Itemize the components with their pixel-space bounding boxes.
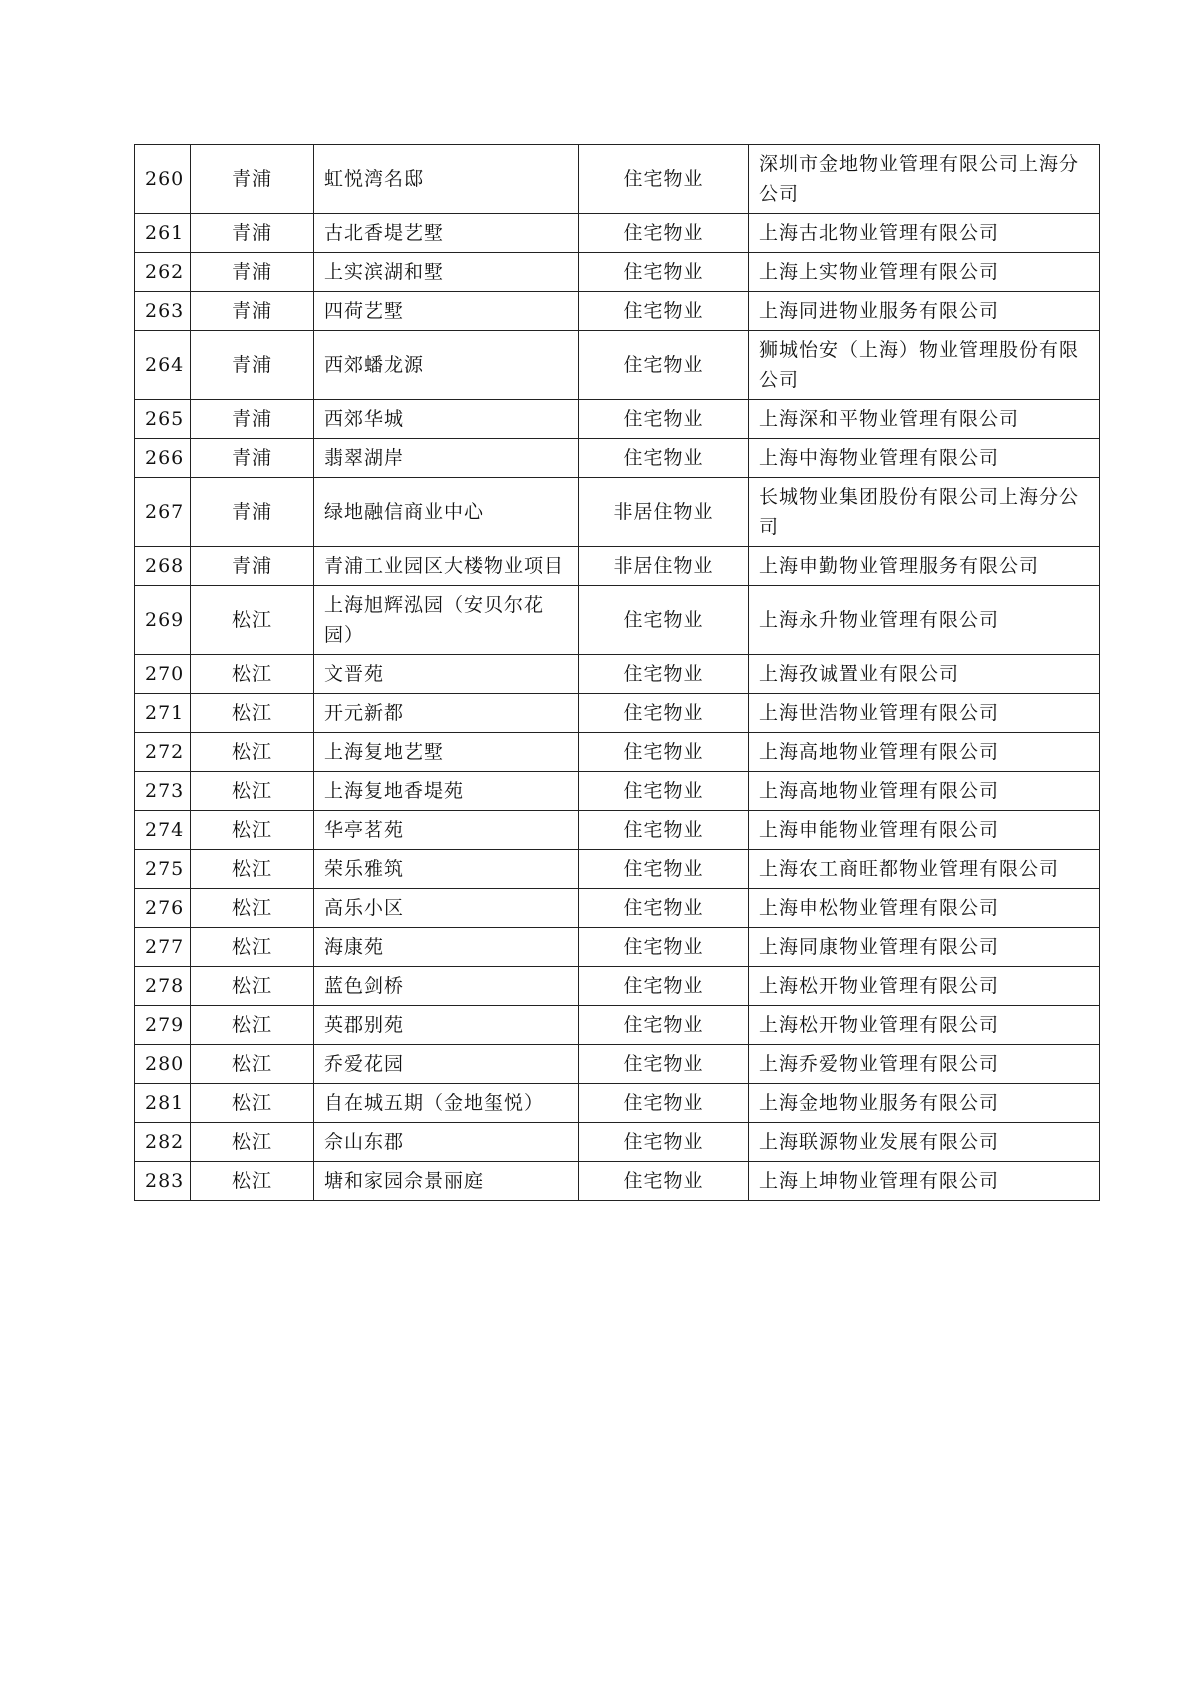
district-cell: 青浦 xyxy=(191,292,314,331)
management-company-cell: 上海松开物业管理有限公司 xyxy=(749,1006,1100,1045)
row-number-cell: 267 xyxy=(135,478,191,547)
table-row xyxy=(135,214,1100,253)
property-type-cell: 住宅物业 xyxy=(579,889,749,928)
property-type-cell: 住宅物业 xyxy=(579,214,749,253)
row-number-cell: 274 xyxy=(135,811,191,850)
row-number-cell: 269 xyxy=(135,586,191,655)
property-type-cell: 住宅物业 xyxy=(579,1162,749,1201)
row-number-cell: 265 xyxy=(135,400,191,439)
project-name-cell: 青浦工业园区大楼物业项目 xyxy=(314,547,579,586)
property-type-cell: 住宅物业 xyxy=(579,1084,749,1123)
management-company-cell: 上海同康物业管理有限公司 xyxy=(749,928,1100,967)
district-cell: 松江 xyxy=(191,733,314,772)
management-company-cell: 上海松开物业管理有限公司 xyxy=(749,967,1100,1006)
district-cell: 青浦 xyxy=(191,214,314,253)
project-name-cell: 西郊蟠龙源 xyxy=(314,331,579,400)
project-name-cell: 翡翠湖岸 xyxy=(314,439,579,478)
property-type-cell: 住宅物业 xyxy=(579,1045,749,1084)
project-name-cell: 上海复地香堤苑 xyxy=(314,772,579,811)
management-company-cell: 上海申松物业管理有限公司 xyxy=(749,889,1100,928)
project-name-cell: 自在城五期（金地玺悦） xyxy=(314,1084,579,1123)
table-row xyxy=(135,145,1100,214)
project-name-cell: 上海复地艺墅 xyxy=(314,733,579,772)
property-type-cell: 非居住物业 xyxy=(579,478,749,547)
row-number-cell: 282 xyxy=(135,1123,191,1162)
table-row xyxy=(135,811,1100,850)
table-row xyxy=(135,655,1100,694)
property-type-cell: 住宅物业 xyxy=(579,733,749,772)
project-name-cell: 乔爱花园 xyxy=(314,1045,579,1084)
management-company-cell: 上海世浩物业管理有限公司 xyxy=(749,694,1100,733)
property-type-cell: 住宅物业 xyxy=(579,850,749,889)
row-number-cell: 262 xyxy=(135,253,191,292)
table-row xyxy=(135,1006,1100,1045)
management-company-cell: 狮城怡安（上海）物业管理股份有限公司 xyxy=(749,331,1100,400)
table-row xyxy=(135,967,1100,1006)
management-company-cell: 深圳市金地物业管理有限公司上海分公司 xyxy=(749,145,1100,214)
management-company-cell: 长城物业集团股份有限公司上海分公司 xyxy=(749,478,1100,547)
row-number-cell: 273 xyxy=(135,772,191,811)
management-company-cell: 上海深和平物业管理有限公司 xyxy=(749,400,1100,439)
management-company-cell: 上海同进物业服务有限公司 xyxy=(749,292,1100,331)
project-name-cell: 海康苑 xyxy=(314,928,579,967)
project-name-cell: 荣乐雅筑 xyxy=(314,850,579,889)
district-cell: 松江 xyxy=(191,889,314,928)
district-cell: 松江 xyxy=(191,811,314,850)
district-cell: 松江 xyxy=(191,1084,314,1123)
property-type-cell: 非居住物业 xyxy=(579,547,749,586)
row-number-cell: 280 xyxy=(135,1045,191,1084)
district-cell: 青浦 xyxy=(191,253,314,292)
district-cell: 松江 xyxy=(191,655,314,694)
row-number-cell: 268 xyxy=(135,547,191,586)
property-type-cell: 住宅物业 xyxy=(579,655,749,694)
row-number-cell: 283 xyxy=(135,1162,191,1201)
table-row xyxy=(135,400,1100,439)
project-name-cell: 英郡别苑 xyxy=(314,1006,579,1045)
project-name-cell: 高乐小区 xyxy=(314,889,579,928)
table-body xyxy=(135,145,1100,1201)
table-row xyxy=(135,694,1100,733)
project-name-cell: 虹悦湾名邸 xyxy=(314,145,579,214)
project-name-cell: 佘山东郡 xyxy=(314,1123,579,1162)
table-row xyxy=(135,478,1100,547)
project-name-cell: 西郊华城 xyxy=(314,400,579,439)
project-name-cell: 上实滨湖和墅 xyxy=(314,253,579,292)
property-type-cell: 住宅物业 xyxy=(579,928,749,967)
management-company-cell: 上海高地物业管理有限公司 xyxy=(749,772,1100,811)
table-row xyxy=(135,1162,1100,1201)
row-number-cell: 281 xyxy=(135,1084,191,1123)
management-company-cell: 上海农工商旺都物业管理有限公司 xyxy=(749,850,1100,889)
property-type-cell: 住宅物业 xyxy=(579,253,749,292)
management-company-cell: 上海申勤物业管理服务有限公司 xyxy=(749,547,1100,586)
property-type-cell: 住宅物业 xyxy=(579,811,749,850)
row-number-cell: 276 xyxy=(135,889,191,928)
table-row xyxy=(135,733,1100,772)
table-row xyxy=(135,586,1100,655)
project-name-cell: 上海旭辉泓园（安贝尔花园） xyxy=(314,586,579,655)
table-row xyxy=(135,1123,1100,1162)
property-list-table xyxy=(134,144,1100,1201)
management-company-cell: 上海乔爱物业管理有限公司 xyxy=(749,1045,1100,1084)
row-number-cell: 261 xyxy=(135,214,191,253)
district-cell: 青浦 xyxy=(191,547,314,586)
row-number-cell: 279 xyxy=(135,1006,191,1045)
table-row xyxy=(135,292,1100,331)
district-cell: 松江 xyxy=(191,694,314,733)
table-row xyxy=(135,772,1100,811)
table-row xyxy=(135,1084,1100,1123)
property-type-cell: 住宅物业 xyxy=(579,1123,749,1162)
property-type-cell: 住宅物业 xyxy=(579,967,749,1006)
project-name-cell: 文晋苑 xyxy=(314,655,579,694)
property-type-cell: 住宅物业 xyxy=(579,1006,749,1045)
management-company-cell: 上海永升物业管理有限公司 xyxy=(749,586,1100,655)
row-number-cell: 264 xyxy=(135,331,191,400)
table-row xyxy=(135,928,1100,967)
project-name-cell: 开元新都 xyxy=(314,694,579,733)
project-name-cell: 绿地融信商业中心 xyxy=(314,478,579,547)
management-company-cell: 上海中海物业管理有限公司 xyxy=(749,439,1100,478)
row-number-cell: 270 xyxy=(135,655,191,694)
district-cell: 青浦 xyxy=(191,478,314,547)
district-cell: 松江 xyxy=(191,1045,314,1084)
row-number-cell: 272 xyxy=(135,733,191,772)
row-number-cell: 271 xyxy=(135,694,191,733)
table-row xyxy=(135,439,1100,478)
project-name-cell: 塘和家园佘景丽庭 xyxy=(314,1162,579,1201)
district-cell: 青浦 xyxy=(191,439,314,478)
property-type-cell: 住宅物业 xyxy=(579,292,749,331)
property-type-cell: 住宅物业 xyxy=(579,694,749,733)
project-name-cell: 四荷艺墅 xyxy=(314,292,579,331)
district-cell: 松江 xyxy=(191,772,314,811)
table-row xyxy=(135,253,1100,292)
property-type-cell: 住宅物业 xyxy=(579,772,749,811)
row-number-cell: 266 xyxy=(135,439,191,478)
district-cell: 松江 xyxy=(191,967,314,1006)
management-company-cell: 上海金地物业服务有限公司 xyxy=(749,1084,1100,1123)
management-company-cell: 上海申能物业管理有限公司 xyxy=(749,811,1100,850)
row-number-cell: 278 xyxy=(135,967,191,1006)
project-name-cell: 古北香堤艺墅 xyxy=(314,214,579,253)
property-type-cell: 住宅物业 xyxy=(579,145,749,214)
property-type-cell: 住宅物业 xyxy=(579,400,749,439)
management-company-cell: 上海孜诚置业有限公司 xyxy=(749,655,1100,694)
table-row xyxy=(135,331,1100,400)
management-company-cell: 上海联源物业发展有限公司 xyxy=(749,1123,1100,1162)
table-row xyxy=(135,1045,1100,1084)
table-row xyxy=(135,889,1100,928)
property-type-cell: 住宅物业 xyxy=(579,439,749,478)
row-number-cell: 263 xyxy=(135,292,191,331)
district-cell: 松江 xyxy=(191,586,314,655)
management-company-cell: 上海古北物业管理有限公司 xyxy=(749,214,1100,253)
row-number-cell: 277 xyxy=(135,928,191,967)
table-row xyxy=(135,547,1100,586)
property-type-cell: 住宅物业 xyxy=(579,586,749,655)
row-number-cell: 260 xyxy=(135,145,191,214)
property-type-cell: 住宅物业 xyxy=(579,331,749,400)
district-cell: 松江 xyxy=(191,1006,314,1045)
district-cell: 松江 xyxy=(191,1162,314,1201)
district-cell: 松江 xyxy=(191,1123,314,1162)
district-cell: 青浦 xyxy=(191,331,314,400)
district-cell: 松江 xyxy=(191,850,314,889)
district-cell: 松江 xyxy=(191,928,314,967)
management-company-cell: 上海上实物业管理有限公司 xyxy=(749,253,1100,292)
row-number-cell: 275 xyxy=(135,850,191,889)
project-name-cell: 蓝色剑桥 xyxy=(314,967,579,1006)
management-company-cell: 上海高地物业管理有限公司 xyxy=(749,733,1100,772)
management-company-cell: 上海上坤物业管理有限公司 xyxy=(749,1162,1100,1201)
district-cell: 青浦 xyxy=(191,400,314,439)
table-row xyxy=(135,850,1100,889)
project-name-cell: 华亭茗苑 xyxy=(314,811,579,850)
district-cell: 青浦 xyxy=(191,145,314,214)
